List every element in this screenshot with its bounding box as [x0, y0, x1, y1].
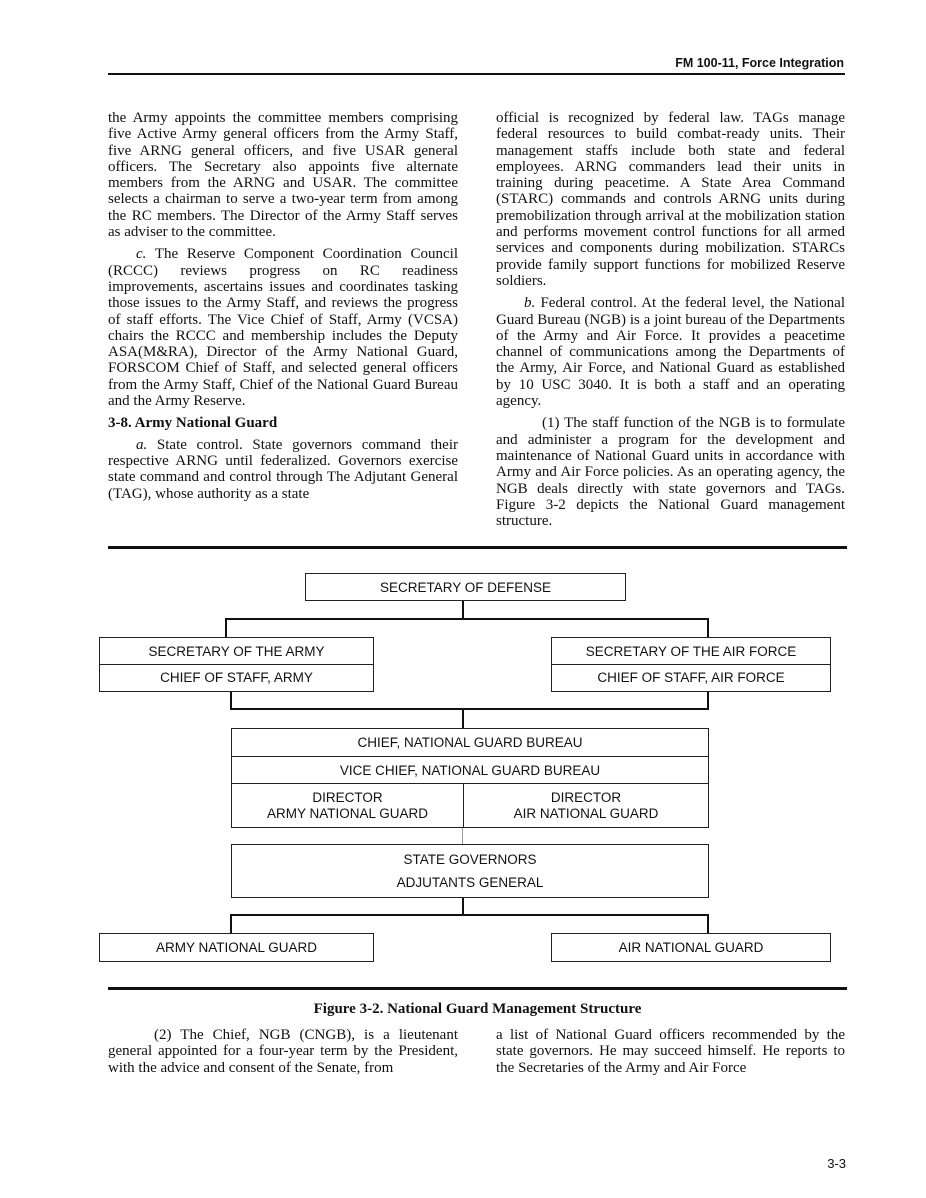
paragraph-text: The Reserve Component Coordination Council (RCCC) reviews progress on RC readiness improvements, ascertains issues and coordinates tasking those issues to the Army Staff, and reviews the progress of staff efforts. The Vice Chief of Staff, Army (VCSA) chairs the RCCC and membership includes the Deputy ASA(M&RA), Director of the Army National Guard, FORSCOM Chief of Staff, and selected general officers from the Army Staff, Chief of the National Guard Bureau and the Army Reserve. [108, 246, 458, 410]
connector [230, 708, 709, 710]
box-label: STATE GOVERNORS [403, 851, 537, 867]
connector [462, 708, 464, 729]
box-label: ADJUTANTS GENERAL [396, 874, 544, 890]
box-label: SECRETARY OF DEFENSE [379, 579, 552, 595]
connector [230, 691, 232, 709]
paragraph-text: Federal control. At the federal level, the National Guard Bureau (NGB) is a joint bureau of the Departments of the Army and Air Force. It provides a peacetime channel of communications among the Departments of the Army, Air Force, and National Guard as established by 10 USC 3040. It is both a staff and an operating agency. [496, 295, 845, 410]
header-rule [108, 73, 845, 75]
paragraph-label: c. [136, 246, 147, 263]
connector [707, 618, 709, 638]
connector [225, 618, 709, 620]
box-air-force-secretariat [551, 637, 831, 692]
section-heading: 3-8. Army National Guard [108, 415, 278, 432]
box-army-secretariat [99, 637, 374, 692]
paragraph-text: State control. State governors command their respective ARNG until federalized. Governors exercise state command and control through The Adjutant General (TAG), whose authority as a state [108, 436, 458, 502]
box-label: DIRECTOR [312, 789, 383, 805]
box-label: CHIEF OF STAFF, ARMY [160, 670, 313, 685]
box-director-ang [464, 784, 708, 827]
connector [462, 897, 464, 915]
connector [225, 618, 227, 638]
box-national-guard-bureau [231, 728, 709, 828]
connector [230, 914, 232, 934]
paragraph [108, 437, 458, 502]
figure-bottom-rule [108, 987, 847, 990]
box-state-governors [231, 844, 709, 898]
paragraph: a list of National Guard officers recommended by the state governors. He may succeed himself. He reports to the Secretaries of the Army and Air Force [496, 1027, 845, 1076]
box-army-national-guard [99, 933, 374, 962]
box-secretary-of-defense [305, 573, 626, 601]
page-number: 3-3 [827, 1156, 846, 1171]
left-column-top [108, 110, 458, 508]
connector [462, 827, 463, 845]
box-label: CHIEF, NATIONAL GUARD BUREAU [232, 729, 708, 757]
connector [230, 914, 709, 916]
figure-top-rule [108, 546, 847, 549]
box-label: ARMY NATIONAL GUARD [155, 940, 318, 955]
box-label: SECRETARY OF THE AIR FORCE [552, 638, 830, 665]
box-label: VICE CHIEF, NATIONAL GUARD BUREAU [232, 757, 708, 784]
paragraph: the Army appoints the committee members comprising five Active Army general officers from the Army Staff, five ARNG general officers, and five USAR general officers. The Secretary also appoints five alternate members from the ARNG and USAR. The committee selects a chairman to serve a two-year term from among the RC members. The Director of the Army Staff serves as adviser to the committee. [108, 110, 458, 241]
left-column-bottom [108, 1027, 458, 1082]
paragraph: (2) The Chief, NGB (CNGB), is a lieutenant general appointed for a four-year term by the President, with the advice and consent of the Senate, from [108, 1027, 458, 1076]
right-column-bottom [496, 1027, 845, 1082]
connector [707, 914, 709, 934]
paragraph-label: b. [524, 295, 536, 312]
box-label: AIR NATIONAL GUARD [618, 940, 764, 955]
right-column-top [496, 110, 845, 535]
box-label: CHIEF OF STAFF, AIR FORCE [597, 670, 785, 685]
box-label: DIRECTOR [550, 789, 622, 805]
paragraph [496, 295, 845, 409]
running-header: FM 100-11, Force Integration [675, 56, 844, 70]
connector [707, 691, 709, 709]
box-label: AIR NATIONAL GUARD [513, 805, 659, 821]
box-label: ARMY NATIONAL GUARD [266, 805, 429, 821]
connector [462, 600, 464, 619]
figure-caption: Figure 3-2. National Guard Management Structure [313, 1001, 642, 1017]
paragraph: (1) The staff function of the NGB is to formulate and administer a program for the development and maintenance of National Guard units in accordance with Army and Air Force policies. As an operating agency, the NGB deals directly with state governors and TAGs. Figure 3-2 depicts the National Guard management structure. [496, 415, 845, 530]
box-air-national-guard [551, 933, 831, 962]
paragraph [108, 246, 458, 409]
paragraph-label: a. [136, 436, 148, 453]
box-director-arng [232, 784, 464, 827]
box-label: SECRETARY OF THE ARMY [100, 638, 373, 665]
paragraph: official is recognized by federal law. TAGs manage federal resources to build combat-ready units. Their management staffs include both state and federal employees. ARNG commanders lead their units in training during peacetime. A State Area Command (STARC) commands and controls ARNG units during premobilization through arrival at the mobilization station and performs movement control functions for all armed services and components during mobilization. STARCs provide family support functions for mobilized Reserve soldiers. [496, 110, 845, 289]
